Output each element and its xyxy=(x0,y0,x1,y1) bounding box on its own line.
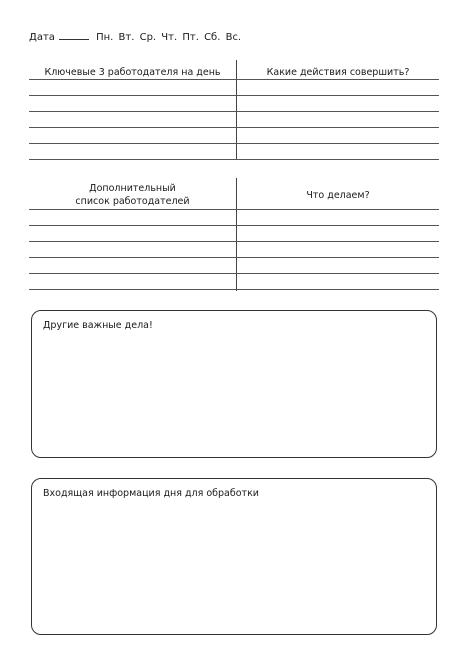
date-blank-field[interactable] xyxy=(59,30,89,40)
table1-row-line xyxy=(29,143,439,144)
table2-row-line xyxy=(29,257,439,258)
table1-row-line xyxy=(29,95,439,96)
table1-column-divider xyxy=(236,60,237,160)
table1-header-employers: Ключевые 3 работодателя на день xyxy=(44,67,221,78)
table2-row-line xyxy=(29,225,439,226)
weekday-list xyxy=(96,32,243,43)
table2-row-line xyxy=(29,289,439,290)
table2-header-employers xyxy=(29,182,236,208)
table2-row-line xyxy=(29,209,439,210)
weekday-wed[interactable]: Ср. xyxy=(139,32,157,43)
weekday-sun[interactable]: Вс. xyxy=(225,32,242,43)
weekday-mon[interactable]: Пн. xyxy=(96,32,114,43)
table2-row-line xyxy=(29,241,439,242)
weekday-fri[interactable]: Пт. xyxy=(182,32,199,43)
table2-header-actions: Что делаем? xyxy=(306,190,370,201)
other-tasks-title: Другие важные дела! xyxy=(43,320,153,331)
additional-employers-table xyxy=(29,178,439,293)
table1-row-line xyxy=(29,111,439,112)
weekday-tue[interactable]: Вт. xyxy=(118,32,135,43)
other-tasks-box[interactable] xyxy=(31,310,437,458)
table1-row-line xyxy=(29,127,439,128)
table2-header-line2: список работодателей xyxy=(75,196,190,207)
incoming-info-title: Входящая информация дня для обработки xyxy=(43,488,259,499)
table1-header-actions: Какие действия совершить? xyxy=(266,67,410,78)
table2-row-line xyxy=(29,273,439,274)
table2-header-line1: Дополнительный xyxy=(89,183,176,194)
weekday-thu[interactable]: Чт. xyxy=(161,32,178,43)
date-row xyxy=(29,30,243,43)
table1-row-line xyxy=(29,159,439,160)
date-label: Дата xyxy=(29,32,55,43)
incoming-info-box[interactable] xyxy=(31,478,437,635)
table2-column-divider xyxy=(236,178,237,291)
weekday-sat[interactable]: Сб. xyxy=(204,32,221,43)
key-employers-table xyxy=(29,60,439,162)
table1-row-line xyxy=(29,79,439,80)
